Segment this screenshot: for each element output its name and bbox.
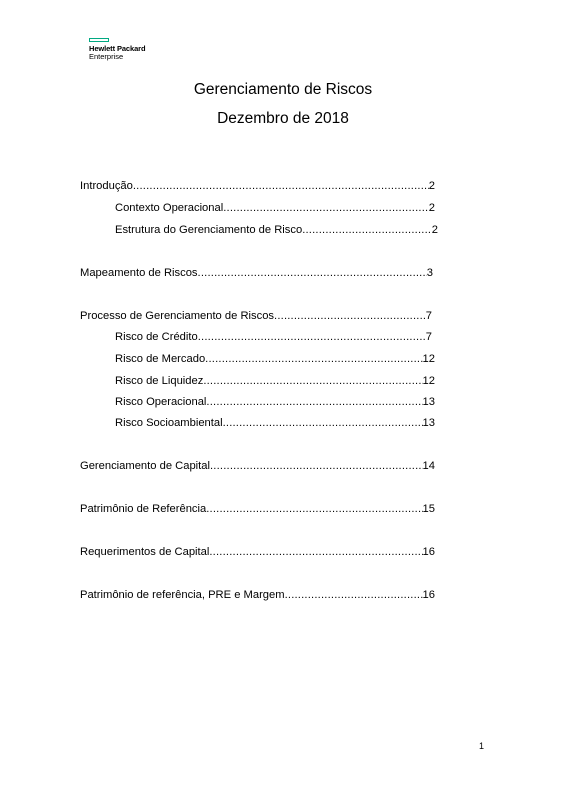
toc-leader-dots [133, 179, 429, 193]
toc-entry-page: 12 [422, 353, 435, 365]
toc-entry-label: Introdução [80, 180, 133, 192]
toc-entry-page: 7 [425, 331, 432, 343]
toc-entry-page: 12 [422, 375, 435, 387]
toc-entry-page: 2 [428, 180, 435, 192]
toc-entry[interactable] [80, 179, 435, 193]
toc-leader-dots [209, 545, 422, 559]
toc-leader-dots [206, 395, 422, 409]
toc-entry-label: Risco Operacional [115, 396, 207, 408]
toc-entry-page: 14 [422, 460, 435, 472]
toc-entry[interactable] [115, 201, 435, 215]
toc-entry-label: Risco de Crédito [115, 331, 198, 343]
toc-leader-dots [198, 330, 426, 344]
logo-mark-icon [89, 38, 109, 42]
document-title: Gerenciamento de Riscos [193, 81, 373, 98]
logo-text-line1: Hewlett Packard [89, 44, 146, 53]
toc-entry-label: Estrutura do Gerenciamento de Risco [115, 224, 303, 236]
toc-entry-label: Contexto Operacional [115, 202, 224, 214]
toc-entry-page: 3 [426, 267, 433, 279]
toc-entry-label: Risco Socioambiental [115, 417, 223, 429]
toc-entry-label: Requerimentos de Capital [80, 546, 210, 558]
toc-entry-page: 13 [422, 417, 435, 429]
toc-leader-dots [210, 459, 423, 473]
logo-text-line2: Enterprise [89, 52, 124, 61]
toc-leader-dots [198, 266, 427, 280]
toc-entry[interactable] [80, 545, 435, 559]
toc-entry-page: 7 [425, 310, 432, 322]
toc-entry-page: 16 [422, 546, 435, 558]
toc-entry[interactable] [115, 374, 435, 388]
toc-entry[interactable] [115, 352, 435, 366]
toc-entry-label: Processo de Gerenciamento de Riscos [80, 310, 275, 322]
toc-entry[interactable] [115, 223, 438, 237]
toc-entry-label: Risco de Mercado [115, 353, 206, 365]
toc-entry[interactable] [80, 588, 435, 602]
toc-leader-dots [274, 309, 426, 323]
toc-entry[interactable] [80, 459, 435, 473]
toc-entry-label: Gerenciamento de Capital [80, 460, 210, 472]
toc-entry-page: 16 [422, 589, 435, 601]
toc-leader-dots [223, 201, 429, 215]
toc-entry-label: Risco de Liquidez [115, 375, 204, 387]
toc-entry[interactable] [80, 309, 432, 323]
toc-leader-dots [223, 416, 423, 430]
page-number: 1 [479, 741, 485, 751]
toc-leader-dots [203, 374, 422, 388]
toc-entry[interactable] [115, 330, 432, 344]
toc-leader-dots [206, 502, 422, 516]
toc-entry[interactable] [115, 395, 435, 409]
toc-entry[interactable] [115, 416, 435, 430]
document-date: Dezembro de 2018 [217, 110, 349, 127]
toc-entry-page: 15 [422, 503, 435, 515]
toc-entry[interactable] [80, 502, 435, 516]
toc-entry-page: 2 [428, 202, 435, 214]
company-logo [89, 38, 145, 61]
toc-entry-label: Patrimônio de referência, PRE e Margem [80, 589, 285, 601]
toc-entry-label: Patrimônio de Referência [80, 503, 207, 515]
toc-entry[interactable] [80, 266, 433, 280]
toc-entry-label: Mapeamento de Riscos [80, 267, 198, 279]
toc-leader-dots [285, 588, 423, 602]
toc-leader-dots [205, 352, 422, 366]
toc-entry-page: 2 [431, 224, 438, 236]
toc-entry-page: 13 [422, 396, 435, 408]
toc-leader-dots [302, 223, 432, 237]
